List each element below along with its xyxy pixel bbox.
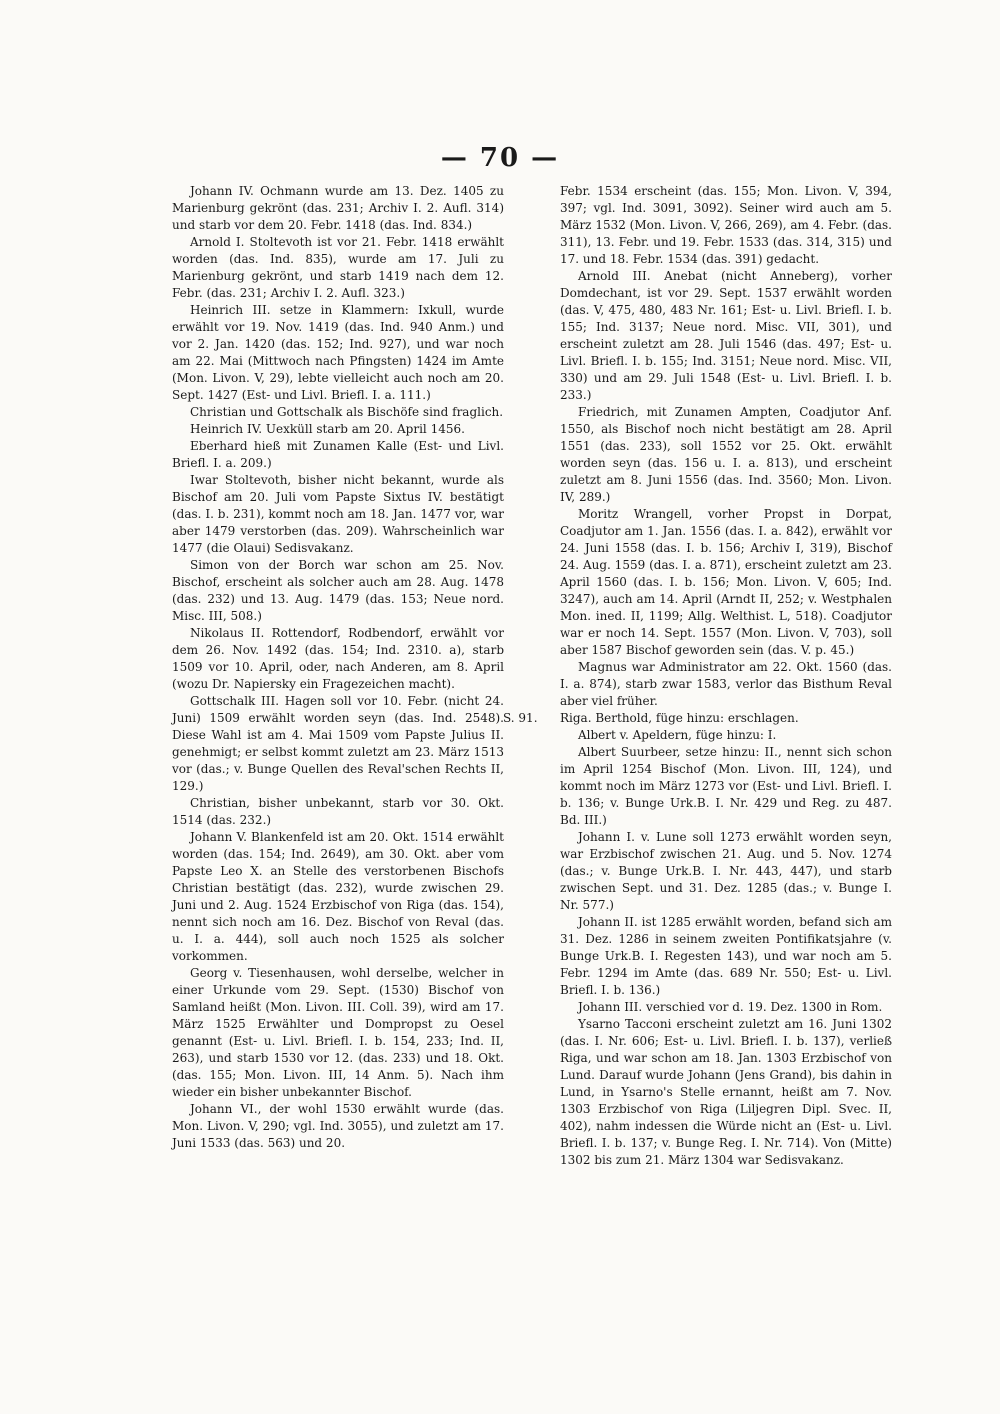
paragraph: Magnus war Administrator am 22. Okt. 1560 (das. I. a. 874), starb zwar 1583, verlor das Bisthum Reval aber viel früher. <box>560 660 892 708</box>
paragraph: Simon von der Borch war schon am 25. Nov. Bischof, erscheint als solcher auch am 28. Aug. 1478 (das. 232) und 13. Aug. 1479 (das. 153; Neue nord. Misc. III, 508.) <box>172 558 504 623</box>
paragraph: Johann VI., der wohl 1530 erwählt wurde (das. Mon. Livon. V, 290; vgl. Ind. 3055), und zuletzt am 17. Juni 1533 (das. 563) und 20. <box>172 1102 504 1150</box>
paragraph: Christian und Gottschalk als Bischöfe sind fraglich. <box>190 405 504 419</box>
paragraph: Johann I. v. Lune soll 1273 erwählt worden seyn, war Erzbischof zwischen 21. Aug. und 5. Nov. 1274 (das.; v. Bunge Urk.B. I. Nr. 443, 447), und starb zwischen Sept. und 31. Dez. 1285 (das.; v. Bunge I. Nr. 577.) <box>560 830 892 912</box>
paragraph: Georg v. Tiesenhausen, wohl derselbe, welcher in einer Urkunde vom 29. Sept. (1530) Bischof von Samland heißt (Mon. Livon. III. Coll. 39), wird am 17. März 1525 Erwählter und Dompropst zu Oesel genannt (Est- u. Livl. Briefl. I. b. 154, 233; Ind. II, 263), und starb 1530 vor 12. (das. 233) und 18. Okt. (das. 155; Mon. Livon. III, 14 Anm. 5). Nach ihm wieder ein bisher unbekannter Bischof. <box>172 966 504 1099</box>
page-number: — 70 — <box>440 143 560 173</box>
paragraph: Nikolaus II. Rottendorf, Rodbendorf, erwählt vor dem 26. Nov. 1492 (das. 154; Ind. 2310. a), starb 1509 vor 10. April, oder, nach Anderen, am 8. April (wozu Dr. Napiersky ein Fragezeichen macht). <box>172 626 504 691</box>
section-riga <box>503 710 892 727</box>
paragraph: Febr. 1534 erscheint (das. 155; Mon. Livon. V, 394, 397; vgl. Ind. 3091, 3092). Seiner wird auch am 5. März 1532 (Mon. Livon. V, 266, 269), am 4. Febr. (das. 311), 13. Febr. und 19. Febr. 1533 (das. 314, 315) und 17. und 18. Febr. 1534 (das. 391) gedacht. <box>560 184 892 266</box>
paragraph: Iwar Stoltevoth, bisher nicht bekannt, wurde als Bischof am 20. Juli vom Papste Sixtus IV. bestätigt (das. I. b. 231), kommt noch am 18. Jan. 1477 vor, war aber 1479 verstorben (das. 209). Wahrscheinlich war 1477 (die Olaui) Sedisvakanz. <box>172 473 504 555</box>
section-marker: S. 91. <box>503 711 538 725</box>
paragraph: Friedrich, mit Zunamen Ampten, Coadjutor Anf. 1550, als Bischof noch nicht bestätigt am 28. April 1551 (das. 233), soll 1552 vor 25. Okt. erwählt worden seyn (das. 156 u. I. a. 813), und erscheint zuletzt am 8. Juni 1556 (das. Ind. 3560; Mon. Livon. IV, 289.) <box>560 405 892 504</box>
section-first-line: Riga. Berthold, füge hinzu: erschlagen. <box>560 711 799 725</box>
paragraph: Johann II. ist 1285 erwählt worden, befand sich am 31. Dez. 1286 in seinem zweiten Pontifikatsjahre (v. Bunge Urk.B. I. Regesten 143), und war noch am 5. Febr. 1294 im Amte (das. 689 Nr. 550; Est- u. Livl. Briefl. I. b. 136.) <box>560 915 892 997</box>
paragraph: Johann IV. Ochmann wurde am 13. Dez. 1405 zu Marienburg gekrönt (das. 231; Archiv I. 2. Aufl. 314) und starb vor dem 20. Febr. 1418 (das. Ind. 834.) <box>172 184 504 232</box>
left-column <box>172 183 504 1152</box>
paragraph: Heinrich III. setze in Klammern: Ixkull, wurde erwählt vor 19. Nov. 1419 (das. Ind. 940 Anm.) und vor 2. Jan. 1420 (das. 152; Ind. 927), und war noch am 22. Mai (Mittwoch nach Pfingsten) 1424 im Amte (Mon. Livon. V, 29), lebte vielleicht auch noch am 20. Sept. 1427 (Est- und Livl. Briefl. I. a. 111.) <box>172 303 504 402</box>
paragraph: Albert Suurbeer, setze hinzu: II., nennt sich schon im April 1254 Bischof (Mon. Livon. III, 124), und kommt noch im März 1273 vor (Est- und Livl. Briefl. I. b. 136; v. Bunge Urk.B. I. Nr. 429 und Reg. zu 487. Bd. III.) <box>560 745 892 827</box>
paragraph: Christian, bisher unbekannt, starb vor 30. Okt. 1514 (das. 232.) <box>172 796 504 827</box>
paragraph: Johann III. verschied vor d. 19. Dez. 1300 in Rom. <box>578 1000 883 1014</box>
paragraph: Johann V. Blankenfeld ist am 20. Okt. 1514 erwählt worden (das. 154; Ind. 2649), am 30. Okt. aber vom Papste Leo X. an Stelle des verstorbenen Bischofs Christian bestätigt (das. 232), wurde zwischen 29. Juni und 2. Aug. 1524 Erzbischof von Riga (das. 154), nennt sich noch am 16. Dez. Bischof von Reval (das. u. I. a. 444), soll auch noch 1525 als solcher vorkommen. <box>172 830 504 963</box>
paragraph: Heinrich IV. Uexküll starb am 20. April 1456. <box>190 422 465 436</box>
paragraph: Arnold I. Stoltevoth ist vor 21. Febr. 1418 erwählt worden (das. Ind. 835), wurde am 17. Juli zu Marienburg gekrönt, und starb 1419 nach dem 12. Febr. (das. 231; Archiv I. 2. Aufl. 323.) <box>172 235 504 300</box>
paragraph: Eberhard hieß mit Zunamen Kalle (Est- und Livl. Briefl. I. a. 209.) <box>172 439 504 470</box>
paragraph: Arnold III. Anebat (nicht Anneberg), vorher Domdechant, ist vor 29. Sept. 1537 erwählt worden (das. V, 475, 480, 483 Nr. 161; Est- u. Livl. Briefl. I. b. 155; Ind. 3137; Neue nord. Misc. VII, 301), und erscheint zuletzt am 28. Juli 1546 (das. 497; Est- u. Livl. Briefl. I. b. 155; Ind. 3151; Neue nord. Misc. VII, 330) und am 29. Juli 1548 (Est- u. Livl. Briefl. I. b. 233.) <box>560 269 892 402</box>
paragraph: Albert v. Apeldern, füge hinzu: I. <box>578 728 777 742</box>
paragraph: Gottschalk III. Hagen soll vor 10. Febr. (nicht 24. Juni) 1509 erwählt worden seyn (das. Ind. 2548). Diese Wahl ist am 4. Mai 1509 vom Papste Julius II. genehmigt; er selbst kommt zuletzt am 23. März 1513 vor (das.; v. Bunge Quellen des Reval'schen Rechts II, 129.) <box>172 694 504 793</box>
paragraph: Moritz Wrangell, vorher Propst in Dorpat, Coadjutor am 1. Jan. 1556 (das. I. a. 842), erwählt vor 24. Juni 1558 (das. I. b. 156; Archiv I, 319), Bischof 24. Aug. 1559 (das. I. a. 871), erscheint zuletzt am 23. April 1560 (das. I. b. 156; Mon. Livon. V, 605; Ind. 3247), auch am 14. April (Arndt II, 252; v. Westphalen Mon. ined. II, 1199; Allg. Welthist. L, 518). Coadjutor war er noch 14. Sept. 1557 (Mon. Livon. V, 703), soll aber 1587 Bischof geworden sein (das. V. p. 45.) <box>560 507 892 657</box>
paragraph: Ysarno Tacconi erscheint zuletzt am 16. Juni 1302 (das. I. Nr. 606; Est- u. Livl. Briefl. I. b. 137), verließ Riga, und war schon am 18. Jan. 1303 Erzbischof von Lund. Darauf wurde Johann (Jens Grand), bis dahin in Lund, in Ysarno's Stelle ernannt, heißt am 7. Nov. 1303 Erzbischof von Riga (Liljegren Dipl. Svec. II, 402), nahm indessen die Würde nicht an (Est- u. Livl. Briefl. I. b. 137; v. Bunge Reg. I. Nr. 714). Von (Mitte) 1302 bis zum 21. März 1304 war Sedisvakanz. <box>560 1017 892 1167</box>
right-column <box>503 183 892 1169</box>
